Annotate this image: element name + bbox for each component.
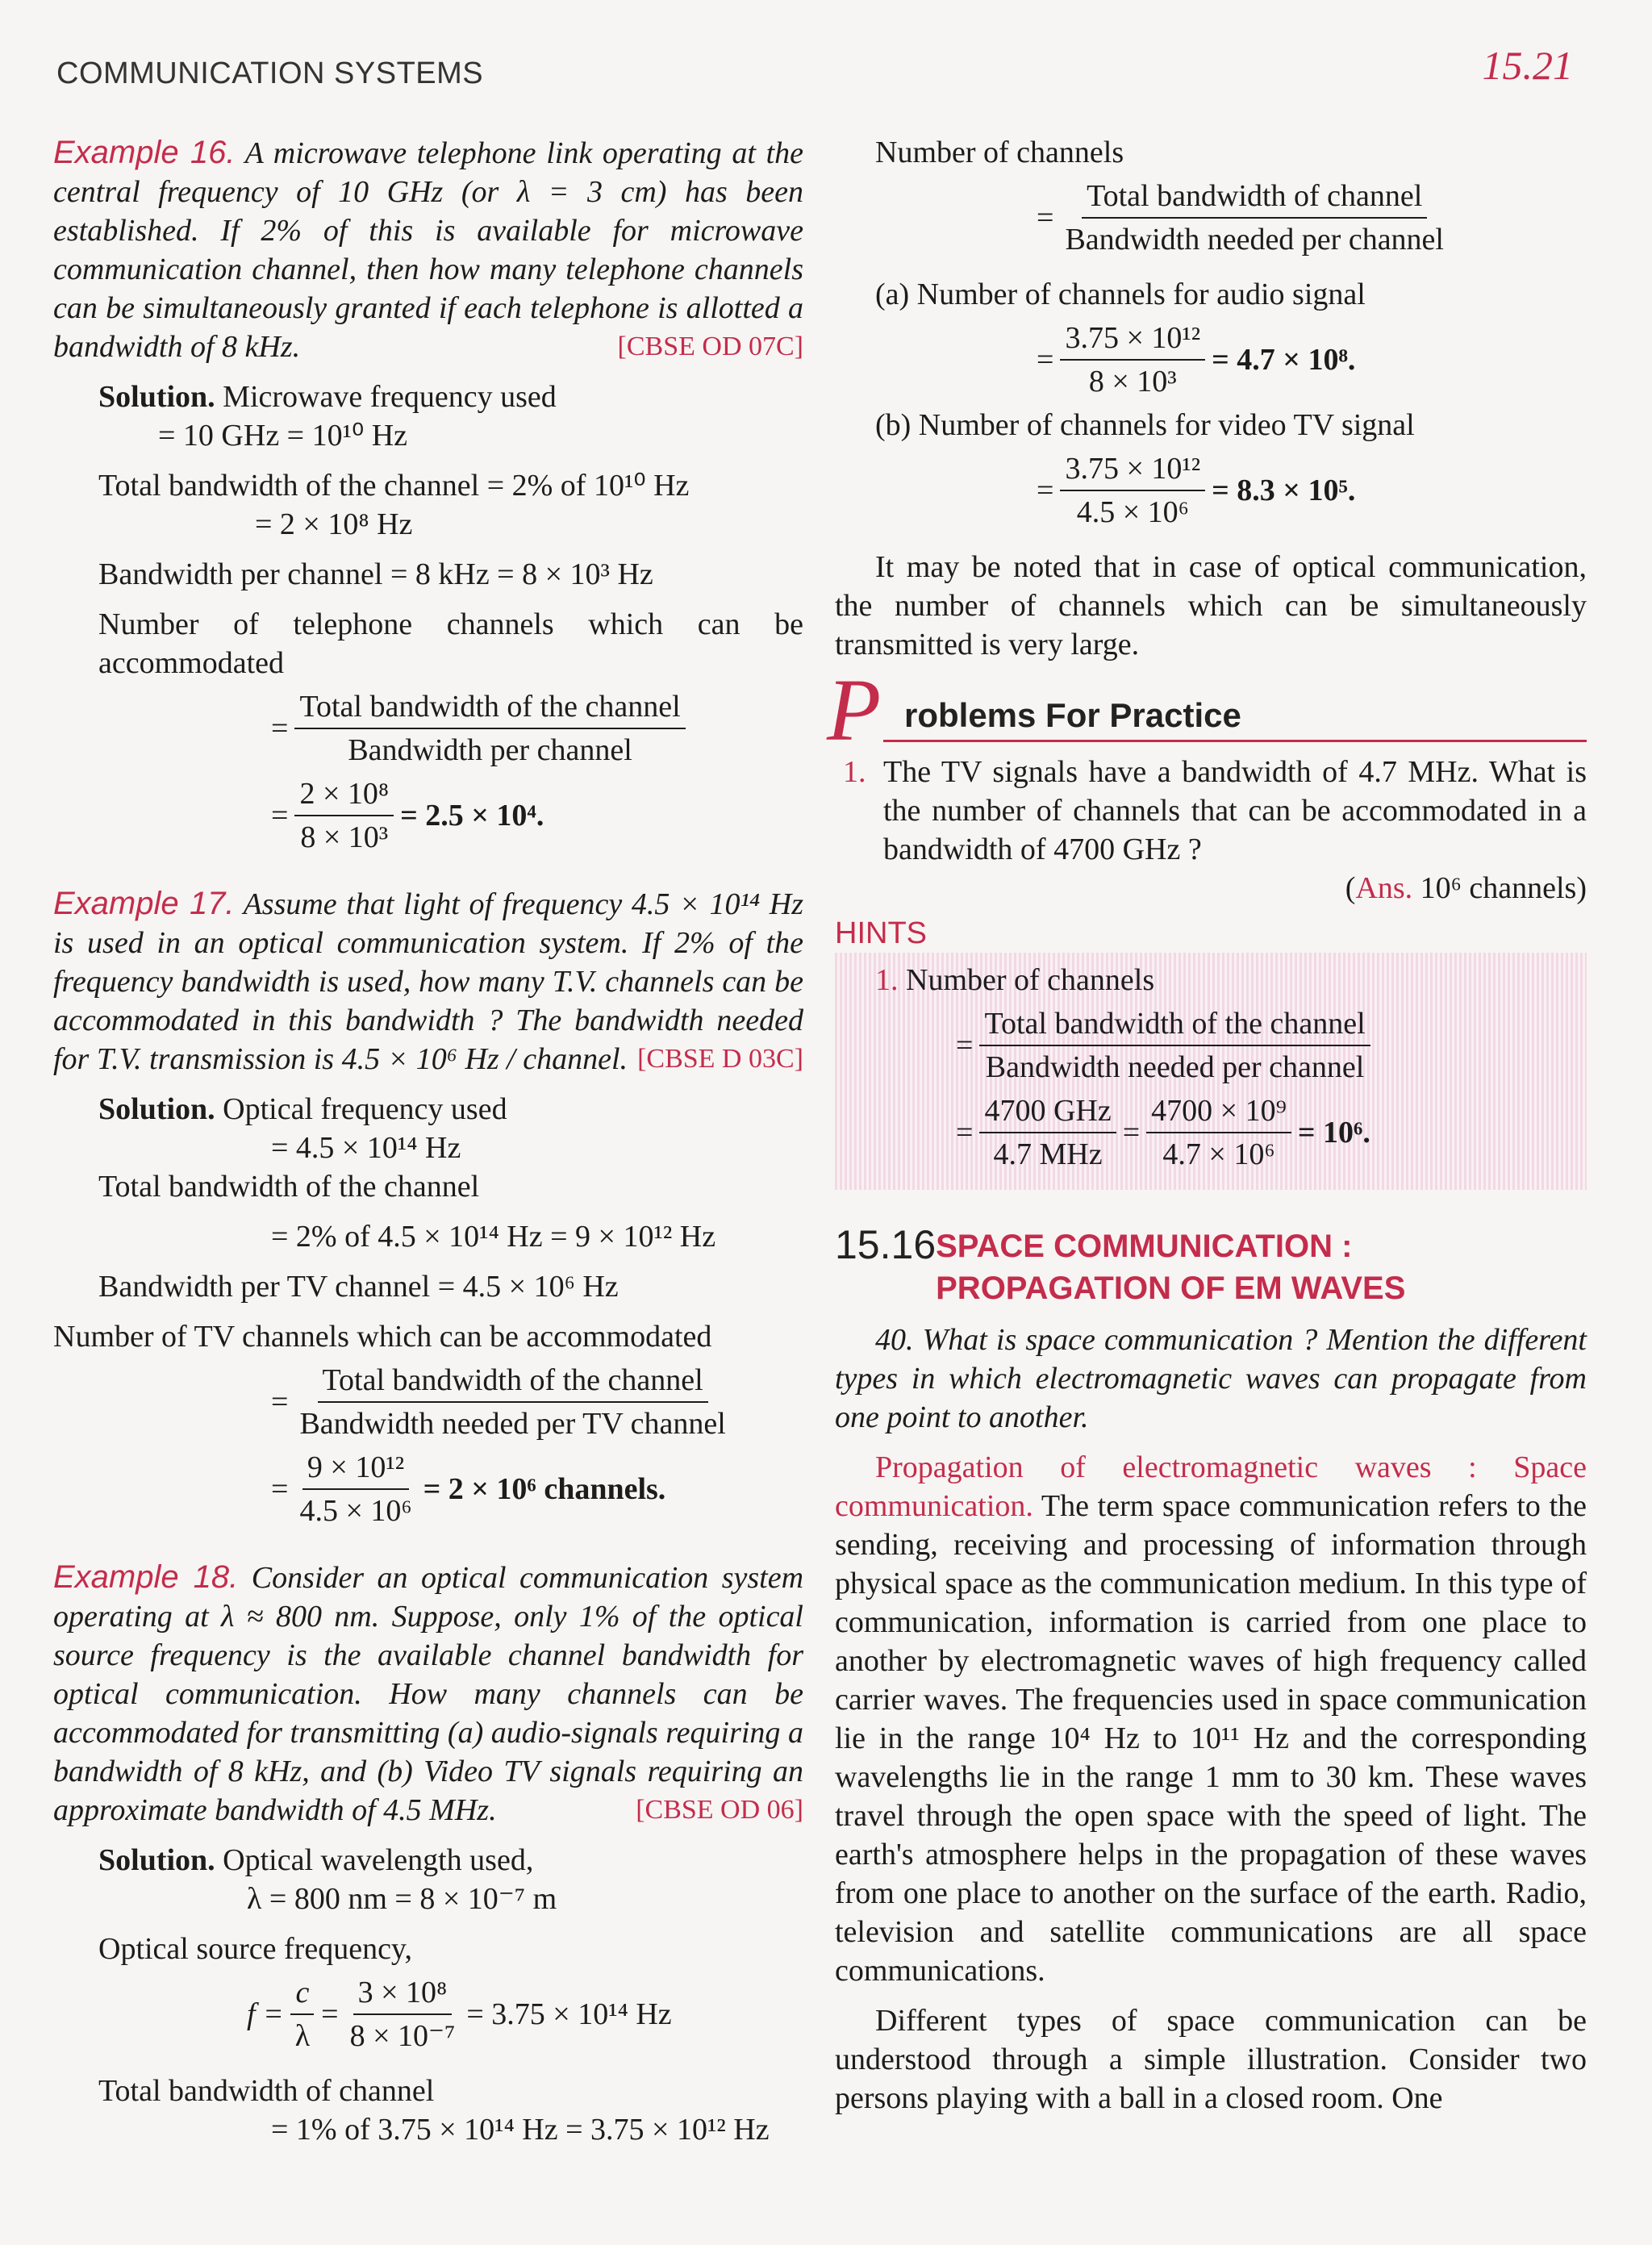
ex16-f2-den: 8 × 10³ [300,820,389,854]
ex18-f-lhs: f = [247,1997,284,2031]
ex16-sol-line3: Total bandwidth of the channel = 2% of 10¹⁰ Hz [98,469,690,503]
example-18-tag: [CBSE OD 06] [636,1795,803,1825]
hint-1-line1 [851,961,1571,999]
example-17-tag: [CBSE D 03C] [637,1044,803,1074]
hint-f-num: Total bandwidth of the channel [979,1004,1370,1046]
ex16-sol-line6: Number of telephone channels which can be accommodated [98,607,803,680]
video-label: (b) Number of channels for video TV signal [875,408,1415,442]
solution-label: Solution. [98,1092,215,1126]
answer-label: Ans. [1355,871,1413,905]
ex18-fc-num: c [290,1973,314,2015]
audio-fraction: = $\frac{\text{3.75 × 10¹²}}{\text{8 × 10³}}$ = 4.7 × 10⁸. [835,319,1587,401]
ex17-sol-line5: Bandwidth per TV channel = 4.5 × 10⁶ Hz [98,1270,619,1304]
ex17-sol-text1: Optical frequency used [223,1092,507,1126]
ex17-sol-line3: Total bandwidth of the channel [98,1170,480,1204]
ex16-f2-result: = 2.5 × 10⁴. [400,799,544,832]
ex18-f-result: = 3.75 × 10¹⁴ Hz [466,1997,672,2031]
ex18-sol-line3: Optical source frequency, [98,1932,412,1966]
problems-title: roblems For Practice [904,696,1241,734]
ex16-sol-line4: = 2 × 10⁸ Hz [255,507,413,541]
question-40: 40. What is space communication ? Mention the different types in which electromagnetic waves can propagate from one point to another. [835,1323,1587,1434]
answer-value: 10⁶ channels) [1420,871,1587,905]
ex18-frequency-formula: f = $\frac{c}{\lambda}$ = $\frac{\text{3 × 10⁸}}{\text{8 × 10⁻⁷}}$ = 3.75 × 10¹⁴ Hz [53,1973,803,2055]
hint-1-number: 1. [875,963,899,997]
ex16-f1-num: Total bandwidth of the channel [294,687,685,729]
hint-g-num: 4700 GHz [979,1091,1116,1133]
ex18-sol-line5: = 1% of 3.75 × 10¹⁴ Hz = 3.75 × 10¹² Hz [271,2113,770,2147]
ex18-solution-line1 [53,1841,803,1880]
hint-f-den: Bandwidth needed per channel [985,1050,1365,1084]
page-number: 15.21 [1482,43,1573,88]
ex18-sol-text1: Optical wavelength used, [223,1843,534,1877]
solution-label: Solution. [98,1843,215,1877]
ex17-sol-line2: = 4.5 × 10¹⁴ Hz [271,1131,461,1165]
right-column [827,133,1587,2118]
ex17-f1-den: Bandwidth needed per TV channel [299,1407,726,1441]
ex16-fraction1: = $\frac{\text{Total bandwidth of the channel}}{\text{Bandwidth per channel}}$ [53,687,803,770]
problems-heading [827,661,1587,759]
ex16-sol-line5: Bandwidth per channel = 8 kHz = 8 × 10³ Hz [98,557,653,591]
answer-paragraph-1 [835,1448,1587,1990]
ex18-sol-line4: Total bandwidth of channel [98,2074,435,2108]
hint-1-fraction2: = $\frac{\text{4700 GHz}}{\text{4.7 MHz}}$ = $\frac{\text{4700 × 10⁹}}{\text{4.7 × 10⁶}}$ = 10⁶. [851,1091,1571,1174]
hint-1-text: Number of channels [906,963,1155,997]
example-17 [53,884,803,1079]
hints-label: HINTS [835,916,927,950]
ex16-sol-line2: = 10 GHz = 10¹⁰ Hz [158,419,408,453]
ex17-fraction2: = $\frac{\text{9 × 10¹²}}{\text{4.5 × 10⁶}}$ = 2 × 10⁶ channels. [53,1448,803,1530]
video-num: 3.75 × 10¹² [1060,449,1205,491]
audio-den: 8 × 10³ [1088,365,1177,399]
example-16-label: Example 16. [53,135,236,170]
ex17-f2-den: 4.5 × 10⁶ [299,1494,412,1528]
section-number: 15.16 [835,1222,937,1267]
example-17-text: Assume that light of frequency 4.5 × 10¹⁴ Hz is used in an optical communication system. If 2% of the frequency bandwidth is used, how many T.V. channels can be accommodated in this bandwidth ? The bandwidth needed for T.V. transmission is 4.5 × 10⁶ Hz / channel. [53,887,803,1076]
nch-den: Bandwidth needed per channel [1065,223,1444,257]
running-header: COMMUNICATION SYSTEMS [56,56,484,90]
video-den: 4.5 × 10⁶ [1076,495,1189,529]
example-18-label: Example 18. [53,1559,239,1595]
example-16-tag: [CBSE OD 07C] [617,332,803,361]
nch-fraction: = $\frac{\text{Total bandwidth of channel}}{\text{Bandwidth needed per channel}}$ [835,177,1587,259]
hint-g-den: 4.7 MHz [993,1137,1103,1171]
audio-label: (a) Number of channels for audio signal [875,277,1366,311]
ex18-f-den: 8 × 10⁻⁷ [349,2019,456,2053]
ex17-f2-num: 9 × 10¹² [302,1448,409,1490]
ex18-fc-den: λ [294,2019,311,2053]
answer-text-1: The term space communication refers to the sending, receiving and processing of information through physical space as the communication medium. In this type of communication, information is carried from one place to another by electromagnetic waves of high frequency called carrier waves. The frequencies used in space communication lie in the range 10⁴ Hz to 10¹¹ Hz and the corresponding wavelengths lie in the range 1 mm to 30 km. These waves travel through the open space with the speed of light. The earth's atmosphere helps in the propagation of these waves from one place to another on the surface of the earth. Radio, television and satellite communications are all space communications. [835,1489,1587,1988]
audio-num: 3.75 × 10¹² [1060,319,1205,361]
ex17-solution-line1 [53,1090,803,1129]
audio-result: = 4.7 × 10⁸. [1212,343,1356,377]
example-18-text: Consider an optical communication system operating at λ ≈ 800 nm. Suppose, only 1% of the optical source frequency is the available channel bandwidth for optical communication. How many channels can be accommodated for transmitting (a) audio-signals requiring a bandwidth of 8 kHz, and (b) Video TV signals requiring an approximate bandwidth of 4.5 MHz. [53,1561,804,1827]
section-title: SPACE COMMUNICATION : PROPAGATION OF EM WAVES [936,1229,1406,1306]
ex17-sol-line4: = 2% of 4.5 × 10¹⁴ Hz = 9 × 10¹² Hz [271,1220,716,1254]
problem-1-answer: (Ans. 10⁶ channels) [1345,871,1587,905]
section-heading [835,1222,1587,1309]
ex17-f2-result: = 2 × 10⁶ channels. [423,1472,666,1506]
ex16-solution-line1 [53,378,803,416]
left-column [53,133,803,2149]
example-18 [53,1558,803,1830]
problems-initial: P [827,661,882,759]
optical-note: It may be noted that in case of optical communication, the number of channels which can be simultaneously transmitted is very large. [835,550,1587,661]
ex16-f1-den: Bandwidth per channel [348,733,632,767]
ex18-sol-line2: λ = 800 nm = 8 × 10⁻⁷ m [247,1882,557,1916]
ex17-f1-num: Total bandwidth of the channel [318,1361,708,1403]
ex17-sol-line6: Number of TV channels which can be accommodated [53,1320,712,1354]
answer-paragraph-2: Different types of space communication can be understood through a simple illustration. Consider two persons playing with a ball in a closed room. One [835,2004,1587,2115]
hint-box [835,953,1587,1190]
video-result: = 8.3 × 10⁵. [1212,474,1356,507]
problem-1-number: 1. [843,755,866,789]
ex16-f2-num: 2 × 10⁸ [294,774,394,816]
ex18-f-num: 3 × 10⁸ [353,1973,453,2015]
problems-rule [883,740,1587,742]
solution-label: Solution. [98,380,215,414]
hint-h-den: 4.7 × 10⁶ [1162,1137,1275,1171]
ex17-fraction1: = $\frac{\text{Total bandwidth of the channel}}{\text{Bandwidth needed per TV channel}}$ [53,1361,803,1443]
example-16 [53,133,803,366]
hint-h-num: 4700 × 10⁹ [1146,1091,1291,1133]
example-16-text: A microwave telephone link operating at the central frequency of 10 GHz (or λ = 3 cm) has been established. If 2% of this is available for microwave communication channel, then how many telephone channels can be simultaneously granted if each telephone is allotted a bandwidth of 8 kHz. [53,136,804,364]
nch-num: Total bandwidth of channel [1082,177,1427,219]
ex16-fraction2: = $\frac{\text{2 × 10⁸}}{\text{8 × 10³}}$ = 2.5 × 10⁴. [53,774,803,857]
problem-1-text: The TV signals have a bandwidth of 4.7 MHz. What is the number of channels that can be accommodated in a bandwidth of 4700 GHz ? [883,755,1587,866]
answer-heading: Propagation of electromagnetic waves : Space communication. [835,1450,1587,1523]
video-fraction: = $\frac{\text{3.75 × 10¹²}}{\text{4.5 × 10⁶}}$ = 8.3 × 10⁵. [835,449,1587,532]
example-17-label: Example 17. [53,886,235,921]
ex16-sol-text1: Microwave frequency used [223,380,557,414]
problem-1 [835,753,1587,869]
hint-result: = 10⁶. [1297,1116,1370,1150]
hint-1-fraction1: = $\frac{\text{Total bandwidth of the channel}}{\text{Bandwidth needed per channel}}$ [851,1004,1571,1087]
nch-label: Number of channels [875,136,1124,169]
